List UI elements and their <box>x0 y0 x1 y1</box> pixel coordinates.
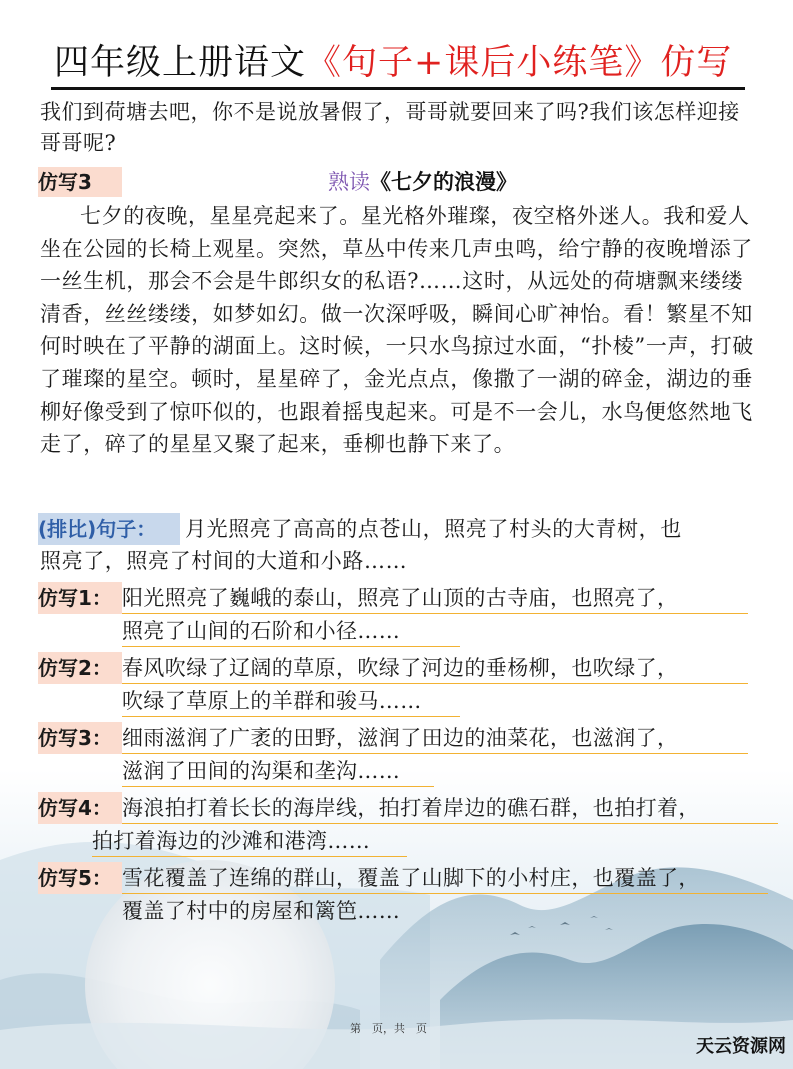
exercise-label: 仿写5： <box>38 862 122 894</box>
exercise-label: 仿写3： <box>38 722 122 754</box>
exercise-line: 拍打着海边的沙滩和港湾…… <box>92 826 407 857</box>
exercise-line: 吹绿了草原上的羊群和骏马…… <box>122 686 460 717</box>
paibi-line-2: 照亮了，照亮了村间的大道和小路…… <box>40 549 408 573</box>
exercise-line: 阳光照亮了巍峨的泰山，照亮了山顶的古寺庙，也照亮了， <box>122 583 748 614</box>
section-subtitle <box>328 167 517 197</box>
title-topic: 《句子+课后小练笔》仿写 <box>306 43 733 83</box>
exercise-line: 照亮了山间的石阶和小径…… <box>122 616 460 647</box>
exercise-label: 仿写1： <box>38 582 122 614</box>
exercise-line: 覆盖了村中的房屋和篱笆…… <box>122 899 401 923</box>
paibi-line-1: 月光照亮了高高的点苍山，照亮了村头的大青树，也 <box>185 517 682 541</box>
exercise-line: 春风吹绿了辽阔的草原，吹绿了河边的垂杨柳，也吹绿了， <box>122 653 748 684</box>
page-title <box>54 40 744 88</box>
exercise-line: 滋润了田间的沟渠和垄沟…… <box>122 756 434 787</box>
intro-paragraph: 我们到荷塘去吧，你不是说放暑假了，哥哥就要回来了吗?我们该怎样迎接哥哥呢? <box>40 100 740 155</box>
watermark-text: 天云资源网 <box>696 1036 786 1057</box>
exercise-line: 雪花覆盖了连绵的群山，覆盖了山脚下的小村庄，也覆盖了， <box>122 863 768 894</box>
story-paragraph <box>40 200 760 461</box>
exercise-label: 仿写4： <box>38 792 122 824</box>
exercise-label: 仿写2： <box>38 652 122 684</box>
subtitle-prefix: 熟读 <box>328 170 370 194</box>
page-number: 第 页，共 页 <box>350 1022 427 1035</box>
exercise-line: 海浪拍打着长长的海岸线，拍打着岸边的礁石群，也拍打着， <box>122 793 778 824</box>
paibi-label: (排比)句子： <box>38 513 180 545</box>
title-grade: 四年级上册语文 <box>54 43 307 83</box>
exercise-line: 细雨滋润了广袤的田野，滋润了田边的油菜花，也滋润了， <box>122 723 748 754</box>
subtitle-title: 《七夕的浪漫》 <box>370 169 517 194</box>
story-text: 七夕的夜晚，星星亮起来了。星光格外璀璨，夜空格外迷人。我和爱人坐在公园的长椅上观星。突然，草丛中传来几声虫鸣，给宁静的夜晚增添了一丝生机，那会不会是牛郎织女的私语?……这时，从远处的荷塘飘来缕缕清香，丝丝缕缕，如梦如幻。做一次深呼吸，瞬间心旷神怡。看！繁星不知何时映在了平静的湖面上。这时候，一只水鸟掠过水面，“扑棱”一声，打破了璀璨的星空。顿时，星星碎了，金光点点，像撒了一湖的碎金，湖边的垂柳好像受到了惊吓似的，也跟着摇曳起来。可是不一会儿，水鸟便悠然地飞走了，碎了的星星又聚了起来，垂柳也静下来了。 <box>40 204 754 457</box>
title-underline <box>51 87 745 90</box>
exercise-label-3: 仿写3 <box>38 167 122 197</box>
